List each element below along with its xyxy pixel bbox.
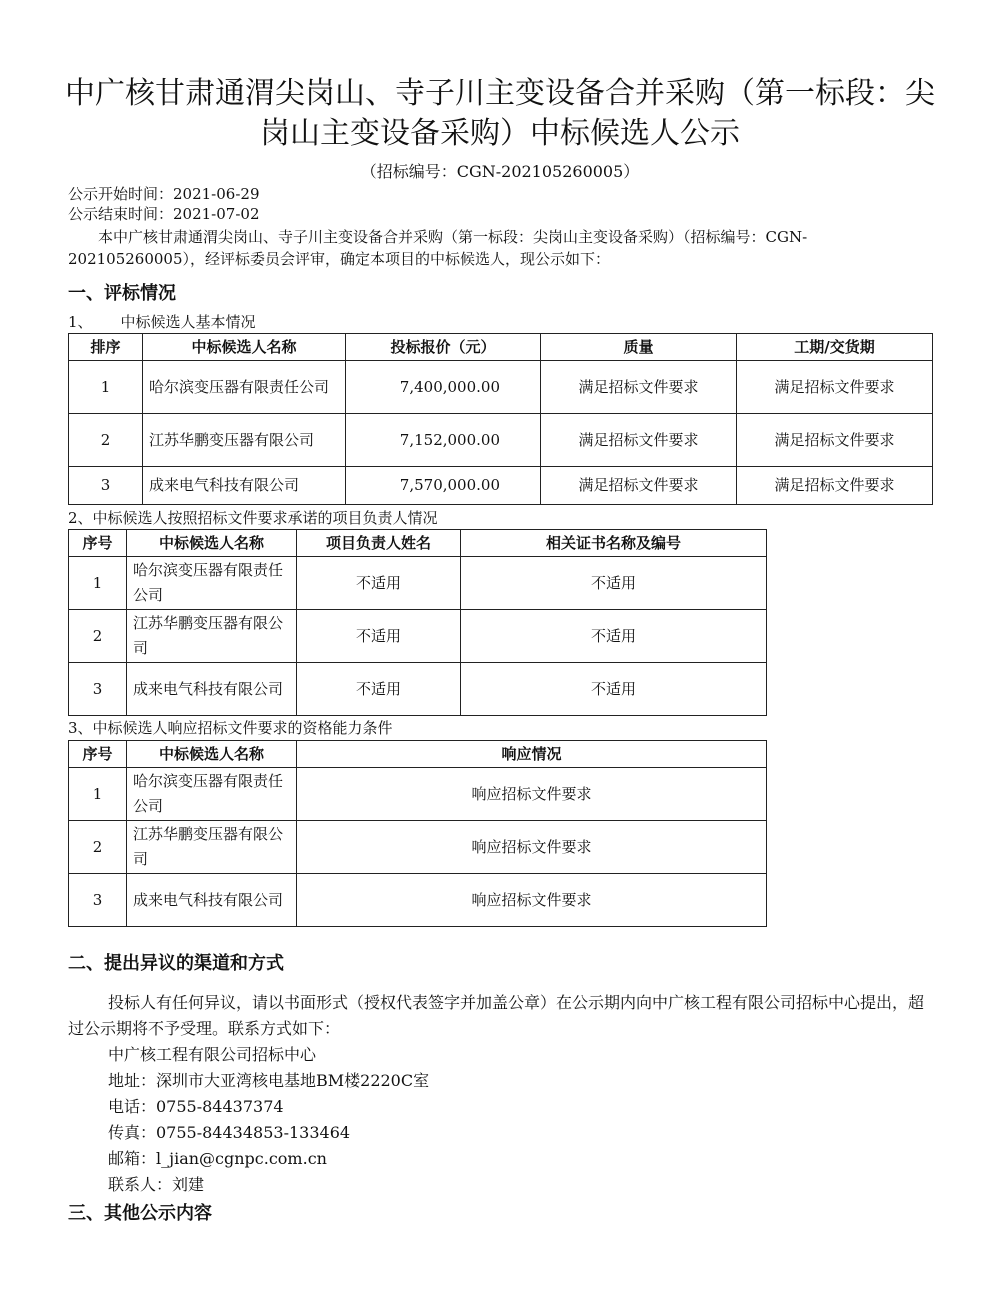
candidate-name-cell: 成来电气科技有限公司 [127,663,297,716]
candidate-name-cell: 江苏华鹏变压器有限公司 [143,414,346,467]
column-header: 中标候选人名称 [127,741,297,768]
contact-fax: 传真：0755-84434853-133464 [108,1123,351,1142]
bid-price-cell: 7,152,000.00 [346,414,541,467]
contact-email: 邮箱：l_jian@cgnpc.com.cn [108,1149,327,1168]
column-header: 排序 [69,334,143,361]
candidate-name-cell: 江苏华鹏变压器有限公司 [127,610,297,663]
table-row [69,663,767,716]
contact-org: 中广核工程有限公司招标中心 [108,1045,317,1064]
table-row [69,610,767,663]
quality-cell: 满足招标文件要求 [541,467,737,505]
subsection-2-title: 2、中标候选人按照招标文件要求承诺的项目负责人情况 [68,509,438,527]
publish-start-time: 公示开始时间：2021-06-29 [68,185,260,203]
column-header: 质量 [541,334,737,361]
column-header: 中标候选人名称 [143,334,346,361]
contact-address: 地址：深圳市大亚湾核电基地BM楼2220C室 [108,1071,430,1090]
delivery-cell: 满足招标文件要求 [737,467,933,505]
column-header: 项目负责人姓名 [297,530,461,557]
column-header: 工期/交货期 [737,334,933,361]
publish-end-time: 公示结束时间：2021-07-02 [68,205,260,223]
candidate-name-cell: 哈尔滨变压器有限责任公司 [127,557,297,610]
bid-price-cell: 7,570,000.00 [346,467,541,505]
candidates-basic-table [68,333,933,505]
table-row [69,874,767,927]
table-row [69,361,933,414]
response-cell: 响应招标文件要求 [297,821,767,874]
candidate-name-cell: 江苏华鹏变压器有限公司 [127,821,297,874]
index-cell: 1 [69,557,127,610]
delivery-cell: 满足招标文件要求 [737,361,933,414]
table-row [69,467,933,505]
project-manager-table [68,529,767,716]
section-heading-evaluation: 一、评标情况 [68,283,176,304]
contact-phone: 电话：0755-84437374 [108,1097,284,1116]
table-row [69,821,767,874]
column-header: 响应情况 [297,741,767,768]
index-cell: 2 [69,610,127,663]
table-header-row [69,741,767,768]
certificate-cell: 不适用 [461,663,767,716]
manager-name-cell: 不适用 [297,610,461,663]
column-header: 相关证书名称及编号 [461,530,767,557]
rank-cell: 1 [69,361,143,414]
rank-cell: 2 [69,414,143,467]
section-heading-objection: 二、提出异议的渠道和方式 [68,953,284,974]
intro-paragraph: 本中广核甘肃通渭尖岗山、寺子川主变设备合并采购（第一标段：尖岗山主变设备采购）（招标编号：CGN-202105260005），经评标委员会评审，确定本项目的中标候选人，现公示如下： [68,228,808,268]
column-header: 序号 [69,741,127,768]
column-header: 序号 [69,530,127,557]
rank-cell: 3 [69,467,143,505]
column-header: 投标报价（元） [346,334,541,361]
objection-paragraph: 投标人有任何异议，请以书面形式（授权代表签字并加盖公章）在公示期内向中广核工程有限公司招标中心提出，超过公示期将不予受理。联系方式如下： [68,993,925,1038]
manager-name-cell: 不适用 [297,557,461,610]
table-row [69,768,767,821]
qualification-table [68,740,767,927]
candidate-name-cell: 哈尔滨变压器有限责任公司 [143,361,346,414]
quality-cell: 满足招标文件要求 [541,414,737,467]
manager-name-cell: 不适用 [297,663,461,716]
certificate-cell: 不适用 [461,610,767,663]
subsection-1-number: 1、 [68,313,93,331]
subsection-3-title: 3、中标候选人响应招标文件要求的资格能力条件 [68,719,393,737]
subsection-1-text: 中标候选人基本情况 [120,313,256,331]
index-cell: 3 [69,663,127,716]
index-cell: 1 [69,768,127,821]
table-header-row [69,334,933,361]
delivery-cell: 满足招标文件要求 [737,414,933,467]
contact-person: 联系人：刘建 [108,1175,205,1194]
table-row [69,414,933,467]
candidate-name-cell: 成来电气科技有限公司 [127,874,297,927]
index-cell: 3 [69,874,127,927]
column-header: 中标候选人名称 [127,530,297,557]
bid-number: （招标编号：CGN-202105260005） [360,162,640,181]
section-heading-other: 三、其他公示内容 [68,1203,212,1224]
table-header-row [69,530,767,557]
response-cell: 响应招标文件要求 [297,874,767,927]
candidate-name-cell: 哈尔滨变压器有限责任公司 [127,768,297,821]
certificate-cell: 不适用 [461,557,767,610]
index-cell: 2 [69,821,127,874]
table-row [69,557,767,610]
page-title-line1: 中广核甘肃通渭尖岗山、寺子川主变设备合并采购（第一标段：尖 [65,76,935,111]
subsection-1-title [68,312,256,332]
candidate-name-cell: 成来电气科技有限公司 [143,467,346,505]
page-title-line2: 岗山主变设备采购）中标候选人公示 [260,116,740,151]
quality-cell: 满足招标文件要求 [541,361,737,414]
bid-price-cell: 7,400,000.00 [346,361,541,414]
response-cell: 响应招标文件要求 [297,768,767,821]
